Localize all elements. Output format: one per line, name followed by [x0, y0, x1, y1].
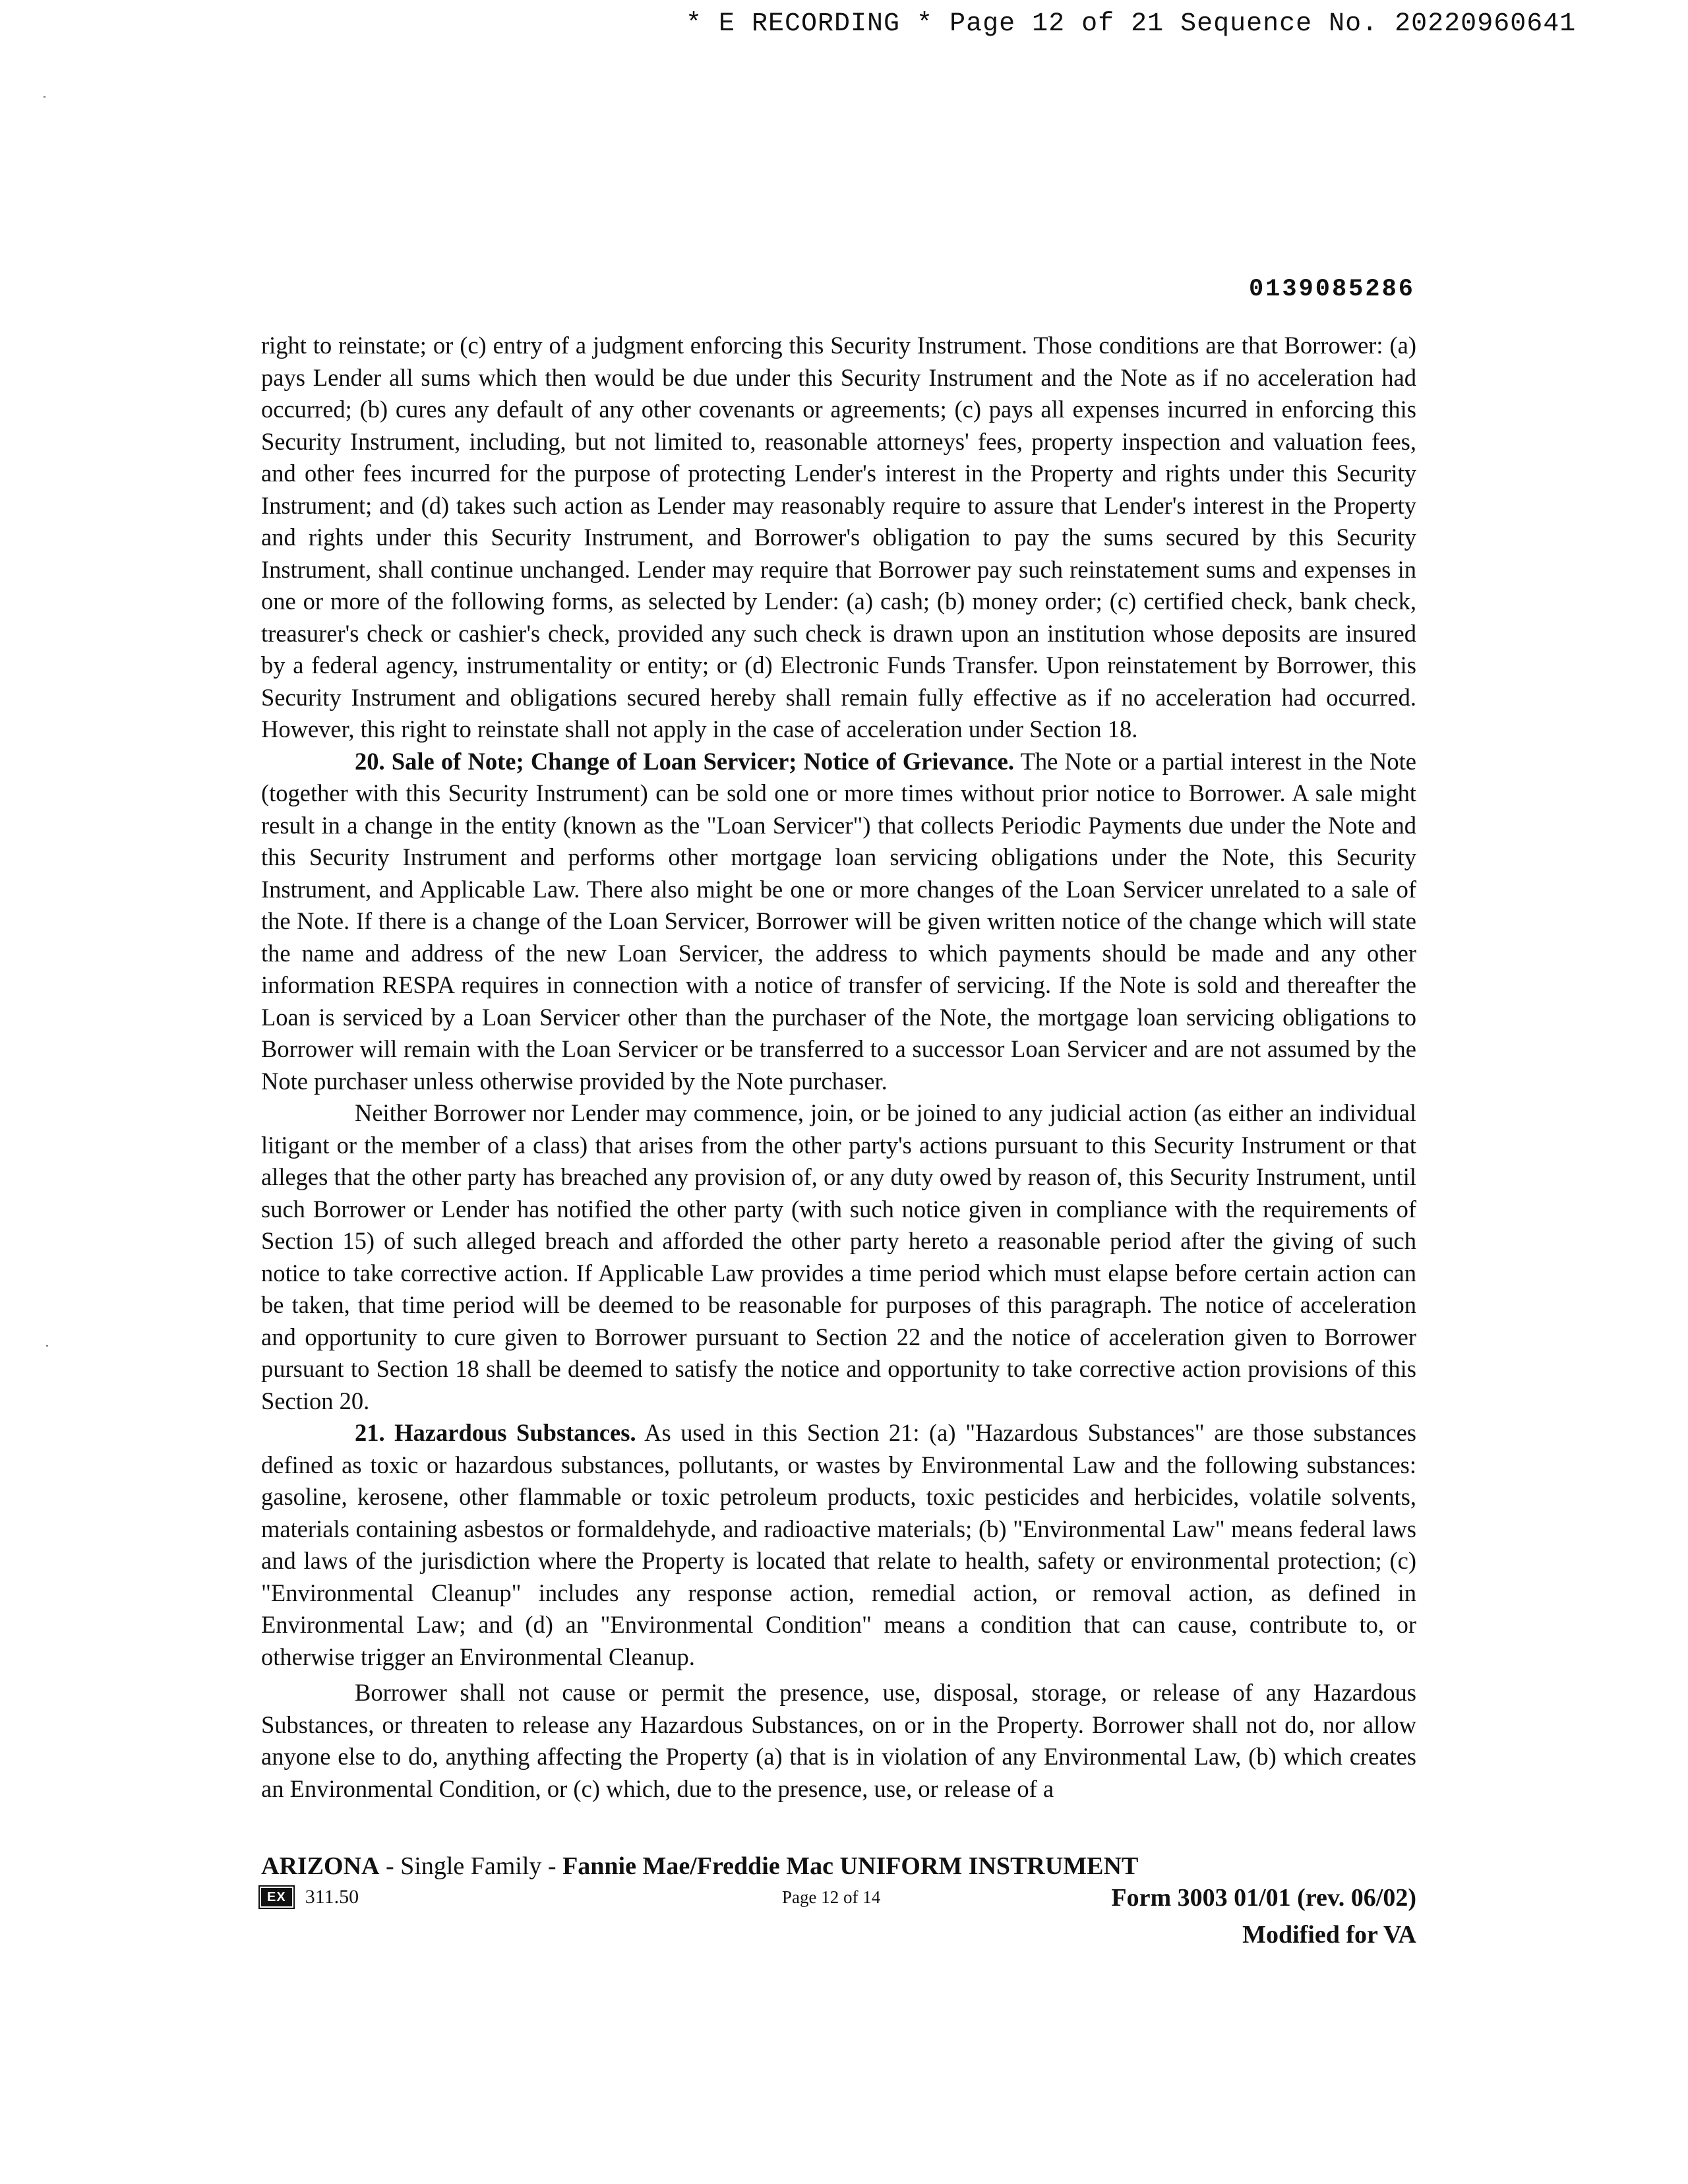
- recording-stamp: * E RECORDING * Page 12 of 21 Sequence No. 20220960641: [686, 9, 1577, 39]
- document-body: [261, 330, 1416, 1805]
- section-21-heading: 21. Hazardous Substances.: [355, 1419, 636, 1446]
- page-footer: [261, 1852, 1416, 1949]
- footer-row: [261, 1883, 1416, 1949]
- publisher-logo-icon: EX: [261, 1888, 292, 1906]
- section-20-paragraph: [261, 746, 1416, 1098]
- section-21-text: As used in this Section 21: (a) "Hazardous Substances" are those substances defined as toxic or hazardous substances, pollutants, or wastes by Environmental Law and the following substances: gasoline, kerosene, other flammable or toxic petroleum products, toxic pesticides and herbicides, volatile solvents, materials containing asbestos or formaldehyde, and radioactive materials; (b) "Environmental Law" means federal laws and laws of the jurisdiction where the Property is located that relate to health, safety or environmental protection; (c) "Environmental Cleanup" includes any response action, remedial action, or removal action, as defined in Environmental Law; and (d) an "Environmental Condition" means a condition that can cause, contribute to, or otherwise trigger an Environmental Cleanup.: [261, 1419, 1416, 1670]
- judicial-action-paragraph: Neither Borrower nor Lender may commence, join, or be joined to any judicial action (as either an individual litigant or the member of a class) that arises from the other party's actions pursuant to this Security Instrument or that alleges that the other party has breached any provision of, or any duty owed by reason of, this Security Instrument, until such Borrower or Lender has notified the other party (with such notice given in compliance with the requirements of Section 15) of such alleged breach and afforded the other party hereto a reasonable period after the giving of such notice to take corrective action. If Applicable Law provides a time period which must elapse before certain action can be taken, that time period will be deemed to be reasonable for purposes of this paragraph. The notice of acceleration and opportunity to cure given to Borrower pursuant to Section 22 and the notice of acceleration given to Borrower pursuant to Section 18 shall be deemed to satisfy the notice and opportunity to take corrective action provisions of this Section 20.: [261, 1099, 1416, 1414]
- section-20-heading: 20. Sale of Note; Change of Loan Servicer; Notice of Grievance.: [355, 747, 1014, 775]
- state-name: ARIZONA: [261, 1852, 380, 1880]
- modified-note: Modified for VA: [1242, 1921, 1416, 1949]
- form-code-group: [261, 1886, 359, 1908]
- instrument-title: [261, 1852, 1416, 1881]
- title-separator: - Single Family -: [379, 1852, 563, 1880]
- loan-number: 0139085286: [1248, 276, 1415, 303]
- reinstatement-paragraph: right to reinstate; or (c) entry of a judgment enforcing this Security Instrument. Those conditions are that Borrower: (a) pays Lender all sums which then would be due under this Security Instrument and the Note as if no acceleration had occurred; (b) cures any default of any other covenants or agreements; (c) pays all expenses incurred in enforcing this Security Instrument, including, but not limited to, reasonable attorneys' fees, property inspection and valuation fees, and other fees incurred for the purpose of protecting Lender's interest in the Property and rights under this Security Instrument; and (d) takes such action as Lender may reasonably require to assure that Lender's interest in the Property and rights under this Security Instrument, and Borrower's obligation to pay the sums secured by this Security Instrument, shall continue unchanged. Lender may require that Borrower pay such reinstatement sums and expenses in one or more of the following forms, as selected by Lender: (a) cash; (b) money order; (c) certified check, bank check, treasurer's check or cashier's check, provided any such check is drawn upon an institution whose deposits are insured by a federal agency, instrumentality or entity; or (d) Electronic Funds Transfer. Upon reinstatement by Borrower, this Security Instrument and obligations secured hereby shall remain fully effective as if no acceleration had occurred. However, this right to reinstate shall not apply in the case of acceleration under Section 18.: [261, 332, 1416, 743]
- scan-speck: [44, 96, 45, 98]
- section-21-paragraph: [261, 1417, 1416, 1673]
- section-20-text: The Note or a partial interest in the Note (together with this Security Instrument) can be sold one or more times without prior notice to Borrower. A sale might result in a change in the entity (known as the "Loan Servicer") that collects Periodic Payments due under the Note and this Security Instrument and performs other mortgage loan servicing obligations under the Note, this Security Instrument, and Applicable Law. There also might be one or more changes of the Loan Servicer unrelated to a sale of the Note. If there is a change of the Loan Servicer, Borrower will be given written notice of the change which will state the name and address of the new Loan Servicer, the address to which payments should be made and any other information RESPA requires in connection with a notice of transfer of servicing. If the Note is sold and thereafter the Loan is serviced by a Loan Servicer other than the purchaser of the Note, the mortgage loan servicing obligations to Borrower will remain with the Loan Servicer or be transferred to a successor Loan Servicer and are not assumed by the Note purchaser unless otherwise provided by the Note purchaser.: [261, 747, 1416, 1095]
- scan-speck: [46, 1345, 48, 1347]
- hazardous-use-paragraph: Borrower shall not cause or permit the presence, use, disposal, storage, or release of any Hazardous Substances, or threaten to release any Hazardous Substances, on or in the Property. Borrower shall not do, nor allow anyone else to do, anything affecting the Property (a) that is in violation of any Environmental Law, (b) which creates an Environmental Condition, or (c) which, due to the presence, use, or release of a: [261, 1679, 1416, 1802]
- form-number: Form 3003 01/01 (rev. 06/02): [1111, 1884, 1416, 1912]
- page-number: Page 12 of 14: [782, 1887, 881, 1907]
- agency-name: Fannie Mae/Freddie Mac UNIFORM INSTRUMENT: [562, 1852, 1139, 1880]
- form-code: 311.50: [305, 1886, 359, 1908]
